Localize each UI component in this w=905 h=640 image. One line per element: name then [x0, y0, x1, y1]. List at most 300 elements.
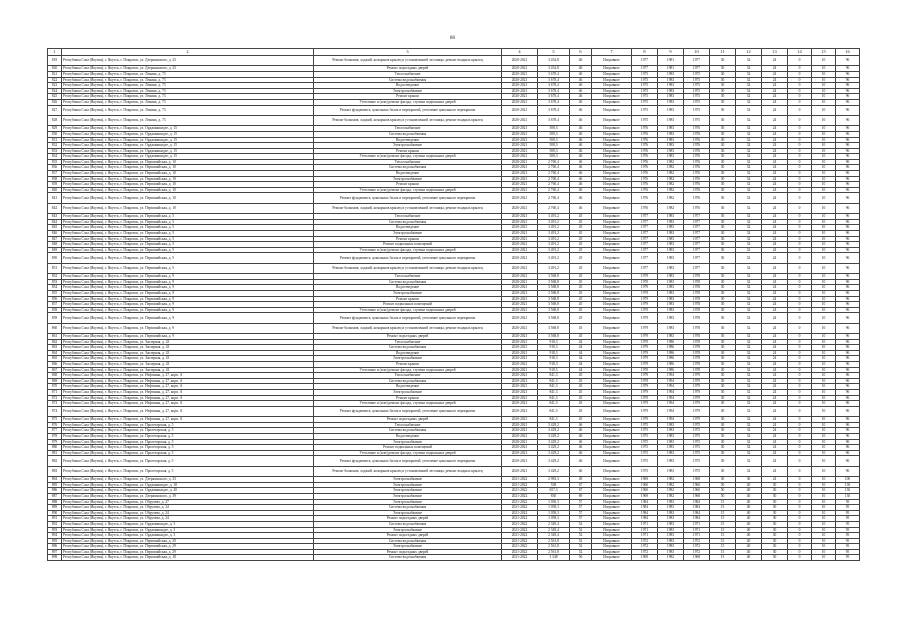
row-number-cell: 820 — [48, 66, 62, 72]
value-14-cell: 0 — [788, 253, 812, 263]
value-15-cell: 10 — [812, 450, 836, 456]
year-c-cell: 1978 — [684, 290, 710, 296]
row-number-cell: 842 — [48, 203, 62, 213]
work-type-cell: Ремонт подъездных дверей — [314, 66, 502, 72]
year-b-cell: 1983 — [658, 99, 684, 105]
work-type-cell: Ремонт фундамента, цокольных балок и перекрытий, утепление цокольного перекрытия — [314, 105, 502, 115]
year-a-cell: 1977 — [632, 242, 658, 248]
year-c-cell: 1972 — [684, 544, 710, 550]
year-a-cell: 1972 — [632, 538, 658, 544]
condition-cell: Исправное — [592, 527, 632, 533]
value-13-cell: 30 — [762, 544, 788, 550]
value-13-cell: 24 — [762, 279, 788, 285]
year-a-cell: 1977 — [632, 253, 658, 263]
wear-percent-cell: 52 — [570, 549, 592, 555]
value-13-cell: 24 — [762, 477, 788, 483]
value-15-cell: 10 — [812, 171, 836, 177]
year-c-cell: 1977 — [684, 242, 710, 248]
value-13-cell: 24 — [762, 345, 788, 351]
row-number-cell: 891 — [48, 516, 62, 522]
value-16-cell: 96 — [836, 165, 860, 171]
value-16-cell: 96 — [836, 367, 860, 373]
year-c-cell: 1977 — [684, 253, 710, 263]
work-type-cell: Система водоснабжения — [314, 165, 502, 171]
value-14-cell: 0 — [788, 510, 812, 516]
row-number-cell: 836 — [48, 165, 62, 171]
value-15-cell: 10 — [812, 445, 836, 451]
work-type-cell: Теплоснабжение — [314, 126, 502, 132]
address-cell: Республика Саха (Якутия), г. Якутск, г. Покровск, ул. Первомайская, д. 9 — [62, 290, 314, 296]
year-b-cell: 1983 — [658, 274, 684, 280]
area-cell: 3 678,4 — [538, 99, 570, 105]
year-c-cell: 1979 — [684, 373, 710, 379]
condition-cell: Исправное — [592, 71, 632, 77]
value-15-cell: 10 — [812, 549, 836, 555]
wear-percent-cell: 45 — [570, 236, 592, 242]
area-cell: 3 348 — [538, 555, 570, 561]
row-number-cell: 880 — [48, 445, 62, 451]
year-b-cell: 1986 — [658, 362, 684, 368]
year-a-cell: 1975 — [632, 434, 658, 440]
row-number-cell: 825 — [48, 94, 62, 100]
area-cell: 3 491,2 — [538, 225, 570, 231]
year-a-cell: 1979 — [632, 274, 658, 280]
address-cell: Республика Саха (Якутия), г. Якутск, г. Покровск, ул. Пролетарская, д. 5 — [62, 456, 314, 466]
area-cell: 3 491,2 — [538, 247, 570, 253]
value-16-cell: 96 — [836, 171, 860, 177]
address-cell: Республика Саха (Якутия), г. Якутск, г. Покровск, ул. Пролетарская, д. 5 — [62, 439, 314, 445]
row-number-cell: 881 — [48, 450, 62, 456]
year-a-cell: 1960 — [632, 488, 658, 494]
wear-percent-cell: 46 — [570, 203, 592, 213]
work-type-cell: Ремонт фундамента, цокольных балок и перекрытий, утепление цокольного перекрытия — [314, 406, 502, 416]
year-b-cell: 1983 — [658, 544, 684, 550]
period-cell: 2020-2021 — [502, 193, 538, 203]
value-14-cell: 0 — [788, 477, 812, 483]
value-14-cell: 0 — [788, 555, 812, 561]
wear-percent-cell: 45 — [570, 417, 592, 423]
period-cell: 2020-2021 — [502, 390, 538, 396]
row-number-cell: 819 — [48, 56, 62, 66]
value-14-cell: 0 — [788, 154, 812, 160]
column-number-cell: 13 — [762, 49, 788, 56]
year-a-cell: 1976 — [632, 182, 658, 188]
value-14-cell: 0 — [788, 126, 812, 132]
address-cell: Республика Саха (Якутия), г. Якутск, г. Покровск, ул. Первомайская, д. 5 — [62, 247, 314, 253]
value-14-cell: 0 — [788, 544, 812, 550]
area-cell: 2 561,8 — [538, 538, 570, 544]
work-type-cell: Электроснабжение — [314, 356, 502, 362]
value-16-cell: 95 — [836, 521, 860, 527]
work-type-cell: Утепление и (или) ремонт фасада, ступени подвальных дверей — [314, 187, 502, 193]
year-a-cell: 1975 — [632, 105, 658, 115]
condition-cell: Исправное — [592, 143, 632, 149]
value-12-cell: 32 — [736, 307, 762, 313]
area-cell: 918,3 — [538, 339, 570, 345]
year-a-cell: 1969 — [632, 555, 658, 561]
value-11-cell: 30 — [710, 406, 736, 416]
value-11-cell: 30 — [710, 466, 736, 476]
year-a-cell: 1979 — [632, 323, 658, 333]
address-cell: Республика Саха (Якутия), г. Якутск, г. Покровск, ул. Орджоникидзе, д. 3 — [62, 533, 314, 539]
value-11-cell: 15 — [710, 499, 736, 505]
work-type-cell: Водоотведение — [314, 83, 502, 89]
condition-cell: Исправное — [592, 334, 632, 340]
value-12-cell: 32 — [736, 171, 762, 177]
period-cell: 2020-2021 — [502, 99, 538, 105]
value-15-cell: 10 — [812, 56, 836, 66]
value-16-cell: 96 — [836, 362, 860, 368]
period-cell: 2020-2021 — [502, 339, 538, 345]
value-12-cell: 32 — [736, 285, 762, 291]
value-11-cell: 30 — [710, 339, 736, 345]
year-a-cell: 1972 — [632, 549, 658, 555]
wear-percent-cell: 46 — [570, 99, 592, 105]
value-15-cell: 10 — [812, 274, 836, 280]
wear-percent-cell: 45 — [570, 285, 592, 291]
value-15-cell: 10 — [812, 159, 836, 165]
value-16-cell: 96 — [836, 187, 860, 193]
area-cell: 1 058,3 — [538, 516, 570, 522]
area-cell: 538 — [538, 482, 570, 488]
area-cell: 918,3 — [538, 350, 570, 356]
value-14-cell: 0 — [788, 279, 812, 285]
year-b-cell: 1983 — [658, 445, 684, 451]
work-type-cell: Утепление и (или) ремонт фасада, ступени подвальных дверей — [314, 401, 502, 407]
value-14-cell: 0 — [788, 131, 812, 137]
period-cell: 2020-2021 — [502, 285, 538, 291]
year-b-cell: 1983 — [658, 510, 684, 516]
work-type-cell: Система водоснабжения — [314, 521, 502, 527]
value-13-cell: 24 — [762, 115, 788, 125]
year-a-cell: 1979 — [632, 373, 658, 379]
year-a-cell: 1975 — [632, 88, 658, 94]
value-11-cell: 30 — [710, 253, 736, 263]
area-cell: 3 491,2 — [538, 231, 570, 237]
condition-cell: Исправное — [592, 171, 632, 177]
value-16-cell: 96 — [836, 143, 860, 149]
value-14-cell: 0 — [788, 445, 812, 451]
value-14-cell: 0 — [788, 171, 812, 177]
year-b-cell: 1983 — [658, 313, 684, 323]
year-a-cell: 1976 — [632, 165, 658, 171]
period-cell: 2020-2021 — [502, 313, 538, 323]
year-b-cell: 1983 — [658, 83, 684, 89]
condition-cell: Исправное — [592, 384, 632, 390]
year-c-cell: 1978 — [684, 356, 710, 362]
address-cell: Республика Саха (Якутия), г. Якутск, г. Покровск, ул. Орджоникидзе, д. 15 — [62, 148, 314, 154]
year-a-cell: 1979 — [632, 313, 658, 323]
work-type-cell: Теплоснабжение — [314, 373, 502, 379]
year-a-cell: 1975 — [632, 439, 658, 445]
address-cell: Республика Саха (Якутия), г. Якутск, г. Покровск, ул. Орджоникидзе, д. 20 — [62, 488, 314, 494]
year-a-cell: 1979 — [632, 285, 658, 291]
area-cell: 3 429,2 — [538, 422, 570, 428]
value-11-cell: 30 — [710, 290, 736, 296]
work-type-cell: Электроснабжение — [314, 488, 502, 494]
work-type-cell: Электроснабжение — [314, 499, 502, 505]
value-15-cell: 10 — [812, 488, 836, 494]
period-cell: 2020-2021 — [502, 77, 538, 83]
value-15-cell: 10 — [812, 456, 836, 466]
condition-cell: Исправное — [592, 83, 632, 89]
value-11-cell: 15 — [710, 533, 736, 539]
wear-percent-cell: 52 — [570, 544, 592, 550]
value-12-cell: 40 — [736, 482, 762, 488]
value-13-cell: 24 — [762, 367, 788, 373]
value-16-cell: 96 — [836, 182, 860, 188]
area-cell: 2 349,4 — [538, 521, 570, 527]
year-a-cell: 1977 — [632, 231, 658, 237]
value-12-cell: 40 — [736, 549, 762, 555]
value-15-cell: 10 — [812, 422, 836, 428]
year-a-cell: 1975 — [632, 77, 658, 83]
wear-percent-cell: 46 — [570, 439, 592, 445]
value-12-cell: 32 — [736, 367, 762, 373]
year-c-cell: 1975 — [684, 105, 710, 115]
value-11-cell: 30 — [710, 219, 736, 225]
value-14-cell: 0 — [788, 182, 812, 188]
condition-cell: Исправное — [592, 165, 632, 171]
value-11-cell: 30 — [710, 187, 736, 193]
value-14-cell: 0 — [788, 493, 812, 499]
year-b-cell: 1983 — [658, 307, 684, 313]
year-a-cell: 1977 — [632, 219, 658, 225]
year-a-cell: 1979 — [632, 401, 658, 407]
address-cell: Республика Саха (Якутия), г. Якутск, г. Покровск, ул. Первомайская, д. 10 — [62, 182, 314, 188]
wear-percent-cell: 45 — [570, 219, 592, 225]
value-16-cell: 96 — [836, 137, 860, 143]
year-a-cell: 1977 — [632, 236, 658, 242]
row-number-cell: 867 — [48, 367, 62, 373]
row-number-cell: 821 — [48, 71, 62, 77]
value-14-cell: 0 — [788, 66, 812, 72]
value-16-cell: 96 — [836, 434, 860, 440]
row-number-cell: 890 — [48, 510, 62, 516]
area-cell: 1 058,3 — [538, 510, 570, 516]
value-11-cell: 30 — [710, 66, 736, 72]
value-14-cell: 0 — [788, 115, 812, 125]
condition-cell: Исправное — [592, 456, 632, 466]
value-16-cell: 96 — [836, 285, 860, 291]
value-13-cell: 30 — [762, 510, 788, 516]
wear-percent-cell: 46 — [570, 450, 592, 456]
period-cell: 2020-2021 — [502, 176, 538, 182]
year-c-cell: 1975 — [684, 428, 710, 434]
year-a-cell: 1976 — [632, 193, 658, 203]
year-c-cell: 1977 — [684, 236, 710, 242]
wear-percent-cell: 45 — [570, 395, 592, 401]
value-12-cell: 32 — [736, 345, 762, 351]
area-cell: 3 678,4 — [538, 83, 570, 89]
work-type-cell: Система водоснабжения — [314, 345, 502, 351]
value-12-cell: 32 — [736, 313, 762, 323]
value-15-cell: 10 — [812, 378, 836, 384]
wear-percent-cell: 46 — [570, 115, 592, 125]
period-cell: 2020-2021 — [502, 422, 538, 428]
period-cell: 2020-2021 — [502, 236, 538, 242]
value-11-cell: 30 — [710, 137, 736, 143]
value-16-cell: 96 — [836, 203, 860, 213]
address-cell: Республика Саха (Якутия), г. Якутск, г. Покровск, ул. Ленина, д. 73 — [62, 88, 314, 94]
year-b-cell: 1983 — [658, 236, 684, 242]
table-row — [48, 406, 860, 416]
value-13-cell: 24 — [762, 313, 788, 323]
value-14-cell: 0 — [788, 516, 812, 522]
address-cell: Республика Саха (Якутия), г. Якутск, г. Покровск, ул. Дзержинского, д. 25 — [62, 56, 314, 66]
year-c-cell: 1977 — [684, 219, 710, 225]
year-b-cell: 1994 — [658, 395, 684, 401]
area-cell: 3 429,2 — [538, 434, 570, 440]
year-c-cell: 1971 — [684, 527, 710, 533]
year-c-cell: 1984 — [684, 499, 710, 505]
address-cell: Республика Саха (Якутия), г. Якутск, г. Покровск, ул. Первомайская, д. 10 — [62, 159, 314, 165]
address-cell: Республика Саха (Якутия), г. Якутск, г. Покровск, ул. Первомайская, д. 5 — [62, 219, 314, 225]
value-16-cell: 96 — [836, 395, 860, 401]
column-number-cell: 7 — [592, 49, 632, 56]
row-number-cell: 822 — [48, 77, 62, 83]
period-cell: 2020-2021 — [502, 83, 538, 89]
value-12-cell: 32 — [736, 290, 762, 296]
wear-percent-cell: 46 — [570, 466, 592, 476]
address-cell: Республика Саха (Якутия), г. Якутск, г. Покровск, ул. Первомайская, д. 9 — [62, 302, 314, 308]
year-a-cell: 1984 — [632, 499, 658, 505]
condition-cell: Исправное — [592, 373, 632, 379]
value-14-cell: 0 — [788, 466, 812, 476]
year-c-cell: 1975 — [684, 94, 710, 100]
year-b-cell: 1994 — [658, 378, 684, 384]
year-b-cell: 1983 — [658, 334, 684, 340]
value-12-cell: 32 — [736, 466, 762, 476]
value-13-cell: 24 — [762, 445, 788, 451]
value-13-cell: 24 — [762, 187, 788, 193]
value-12-cell: 32 — [736, 439, 762, 445]
value-11-cell: 30 — [710, 362, 736, 368]
year-b-cell: 1983 — [658, 77, 684, 83]
address-cell: Республика Саха (Якутия), г. Якутск, г. Покровск, ул. Заозерная, д. 43 — [62, 339, 314, 345]
condition-cell: Исправное — [592, 99, 632, 105]
value-11-cell: 30 — [710, 384, 736, 390]
period-cell: 2021-2022 — [502, 521, 538, 527]
year-b-cell: 1982 — [658, 488, 684, 494]
condition-cell: Исправное — [592, 538, 632, 544]
work-type-cell: Электроснабжение — [314, 477, 502, 483]
value-14-cell: 0 — [788, 71, 812, 77]
column-number-cell: 12 — [736, 49, 762, 56]
year-a-cell: 1975 — [632, 456, 658, 466]
condition-cell: Исправное — [592, 253, 632, 263]
value-12-cell: 32 — [736, 422, 762, 428]
address-cell: Республика Саха (Якутия), г. Якутск, г. Покровск, ул. Первомайская, д. 10 — [62, 187, 314, 193]
value-15-cell: 10 — [812, 253, 836, 263]
value-16-cell: 96 — [836, 428, 860, 434]
value-16-cell: 95 — [836, 533, 860, 539]
value-11-cell: 30 — [710, 323, 736, 333]
value-13-cell: 24 — [762, 176, 788, 182]
value-15-cell: 10 — [812, 182, 836, 188]
year-b-cell: 1994 — [658, 373, 684, 379]
table-row — [48, 263, 860, 273]
value-12-cell: 40 — [736, 516, 762, 522]
value-16-cell: 96 — [836, 219, 860, 225]
address-cell: Республика Саха (Якутия), г. Якутск, г. Покровск, ул. Орджоникидзе, д. 18 — [62, 482, 314, 488]
year-b-cell: 1983 — [658, 219, 684, 225]
area-cell: 3 429,2 — [538, 439, 570, 445]
row-number-cell: 856 — [48, 296, 62, 302]
value-13-cell: 24 — [762, 143, 788, 149]
year-a-cell: 1975 — [632, 99, 658, 105]
wear-percent-cell: 46 — [570, 88, 592, 94]
value-12-cell: 32 — [736, 445, 762, 451]
column-number-cell: 15 — [812, 49, 836, 56]
value-12-cell: 40 — [736, 499, 762, 505]
value-15-cell: 10 — [812, 362, 836, 368]
condition-cell: Исправное — [592, 477, 632, 483]
row-number-cell: 868 — [48, 373, 62, 379]
condition-cell: Исправное — [592, 493, 632, 499]
value-15-cell: 10 — [812, 148, 836, 154]
address-cell: Республика Саха (Якутия), г. Якутск, г. Покровск, ул. Первомайская, д. 18 — [62, 555, 314, 561]
year-a-cell: 1979 — [632, 384, 658, 390]
address-cell: Республика Саха (Якутия), г. Якутск, г. Покровск, ул. Первомайская, д. 5 — [62, 225, 314, 231]
value-16-cell: 96 — [836, 131, 860, 137]
row-number-cell: 894 — [48, 533, 62, 539]
area-cell: 508,3 — [538, 137, 570, 143]
area-cell: 3 678,4 — [538, 77, 570, 83]
address-cell: Республика Саха (Якутия), г. Якутск, г. Покровск, ул. Нефтяная, д. 27, корп. А — [62, 417, 314, 423]
work-type-cell: Ремонт балконов, лоджий, козырьков крылец и установленной лестницы, ремонт входных крылец — [314, 263, 502, 273]
value-14-cell: 0 — [788, 533, 812, 539]
wear-percent-cell: 46 — [570, 56, 592, 66]
year-a-cell: 1977 — [632, 56, 658, 66]
year-c-cell: 1972 — [684, 549, 710, 555]
value-16-cell: 96 — [836, 378, 860, 384]
wear-percent-cell: 44 — [570, 362, 592, 368]
period-cell: 2021-2022 — [502, 555, 538, 561]
period-cell: 2021-2022 — [502, 477, 538, 483]
wear-percent-cell: 52 — [570, 538, 592, 544]
value-11-cell: 15 — [710, 516, 736, 522]
value-11-cell: 30 — [710, 307, 736, 313]
condition-cell: Исправное — [592, 137, 632, 143]
value-16-cell: 96 — [836, 296, 860, 302]
wear-percent-cell: 46 — [570, 171, 592, 177]
value-16-cell: 96 — [836, 154, 860, 160]
value-13-cell: 24 — [762, 373, 788, 379]
condition-cell: Исправное — [592, 439, 632, 445]
wear-percent-cell: 49 — [570, 477, 592, 483]
value-12-cell: 32 — [736, 126, 762, 132]
address-cell: Республика Саха (Якутия), г. Якутск, г. Покровск, ул. Дзержинского, д. 35 — [62, 477, 314, 483]
value-14-cell: 0 — [788, 99, 812, 105]
address-cell: Республика Саха (Якутия), г. Якутск, г. Покровск, ул. Первомайская, д. 29 — [62, 549, 314, 555]
address-cell: Республика Саха (Якутия), г. Якутск, г. Покровск, ул. Первомайская, д. 5 — [62, 231, 314, 237]
year-a-cell: 1979 — [632, 345, 658, 351]
year-a-cell: 1984 — [632, 505, 658, 511]
row-number-cell: 874 — [48, 406, 62, 416]
value-14-cell: 0 — [788, 384, 812, 390]
value-13-cell: 30 — [762, 482, 788, 488]
value-13-cell: 24 — [762, 456, 788, 466]
row-number-cell: 848 — [48, 242, 62, 248]
year-c-cell: 1968 — [684, 493, 710, 499]
wear-percent-cell: 44 — [570, 339, 592, 345]
value-15-cell: 10 — [812, 417, 836, 423]
value-11-cell: 30 — [710, 378, 736, 384]
value-14-cell: 0 — [788, 236, 812, 242]
value-13-cell: 24 — [762, 77, 788, 83]
address-cell: Республика Саха (Якутия), г. Якутск, г. Покровск, ул. Орджоникидзе, д. 15 — [62, 131, 314, 137]
